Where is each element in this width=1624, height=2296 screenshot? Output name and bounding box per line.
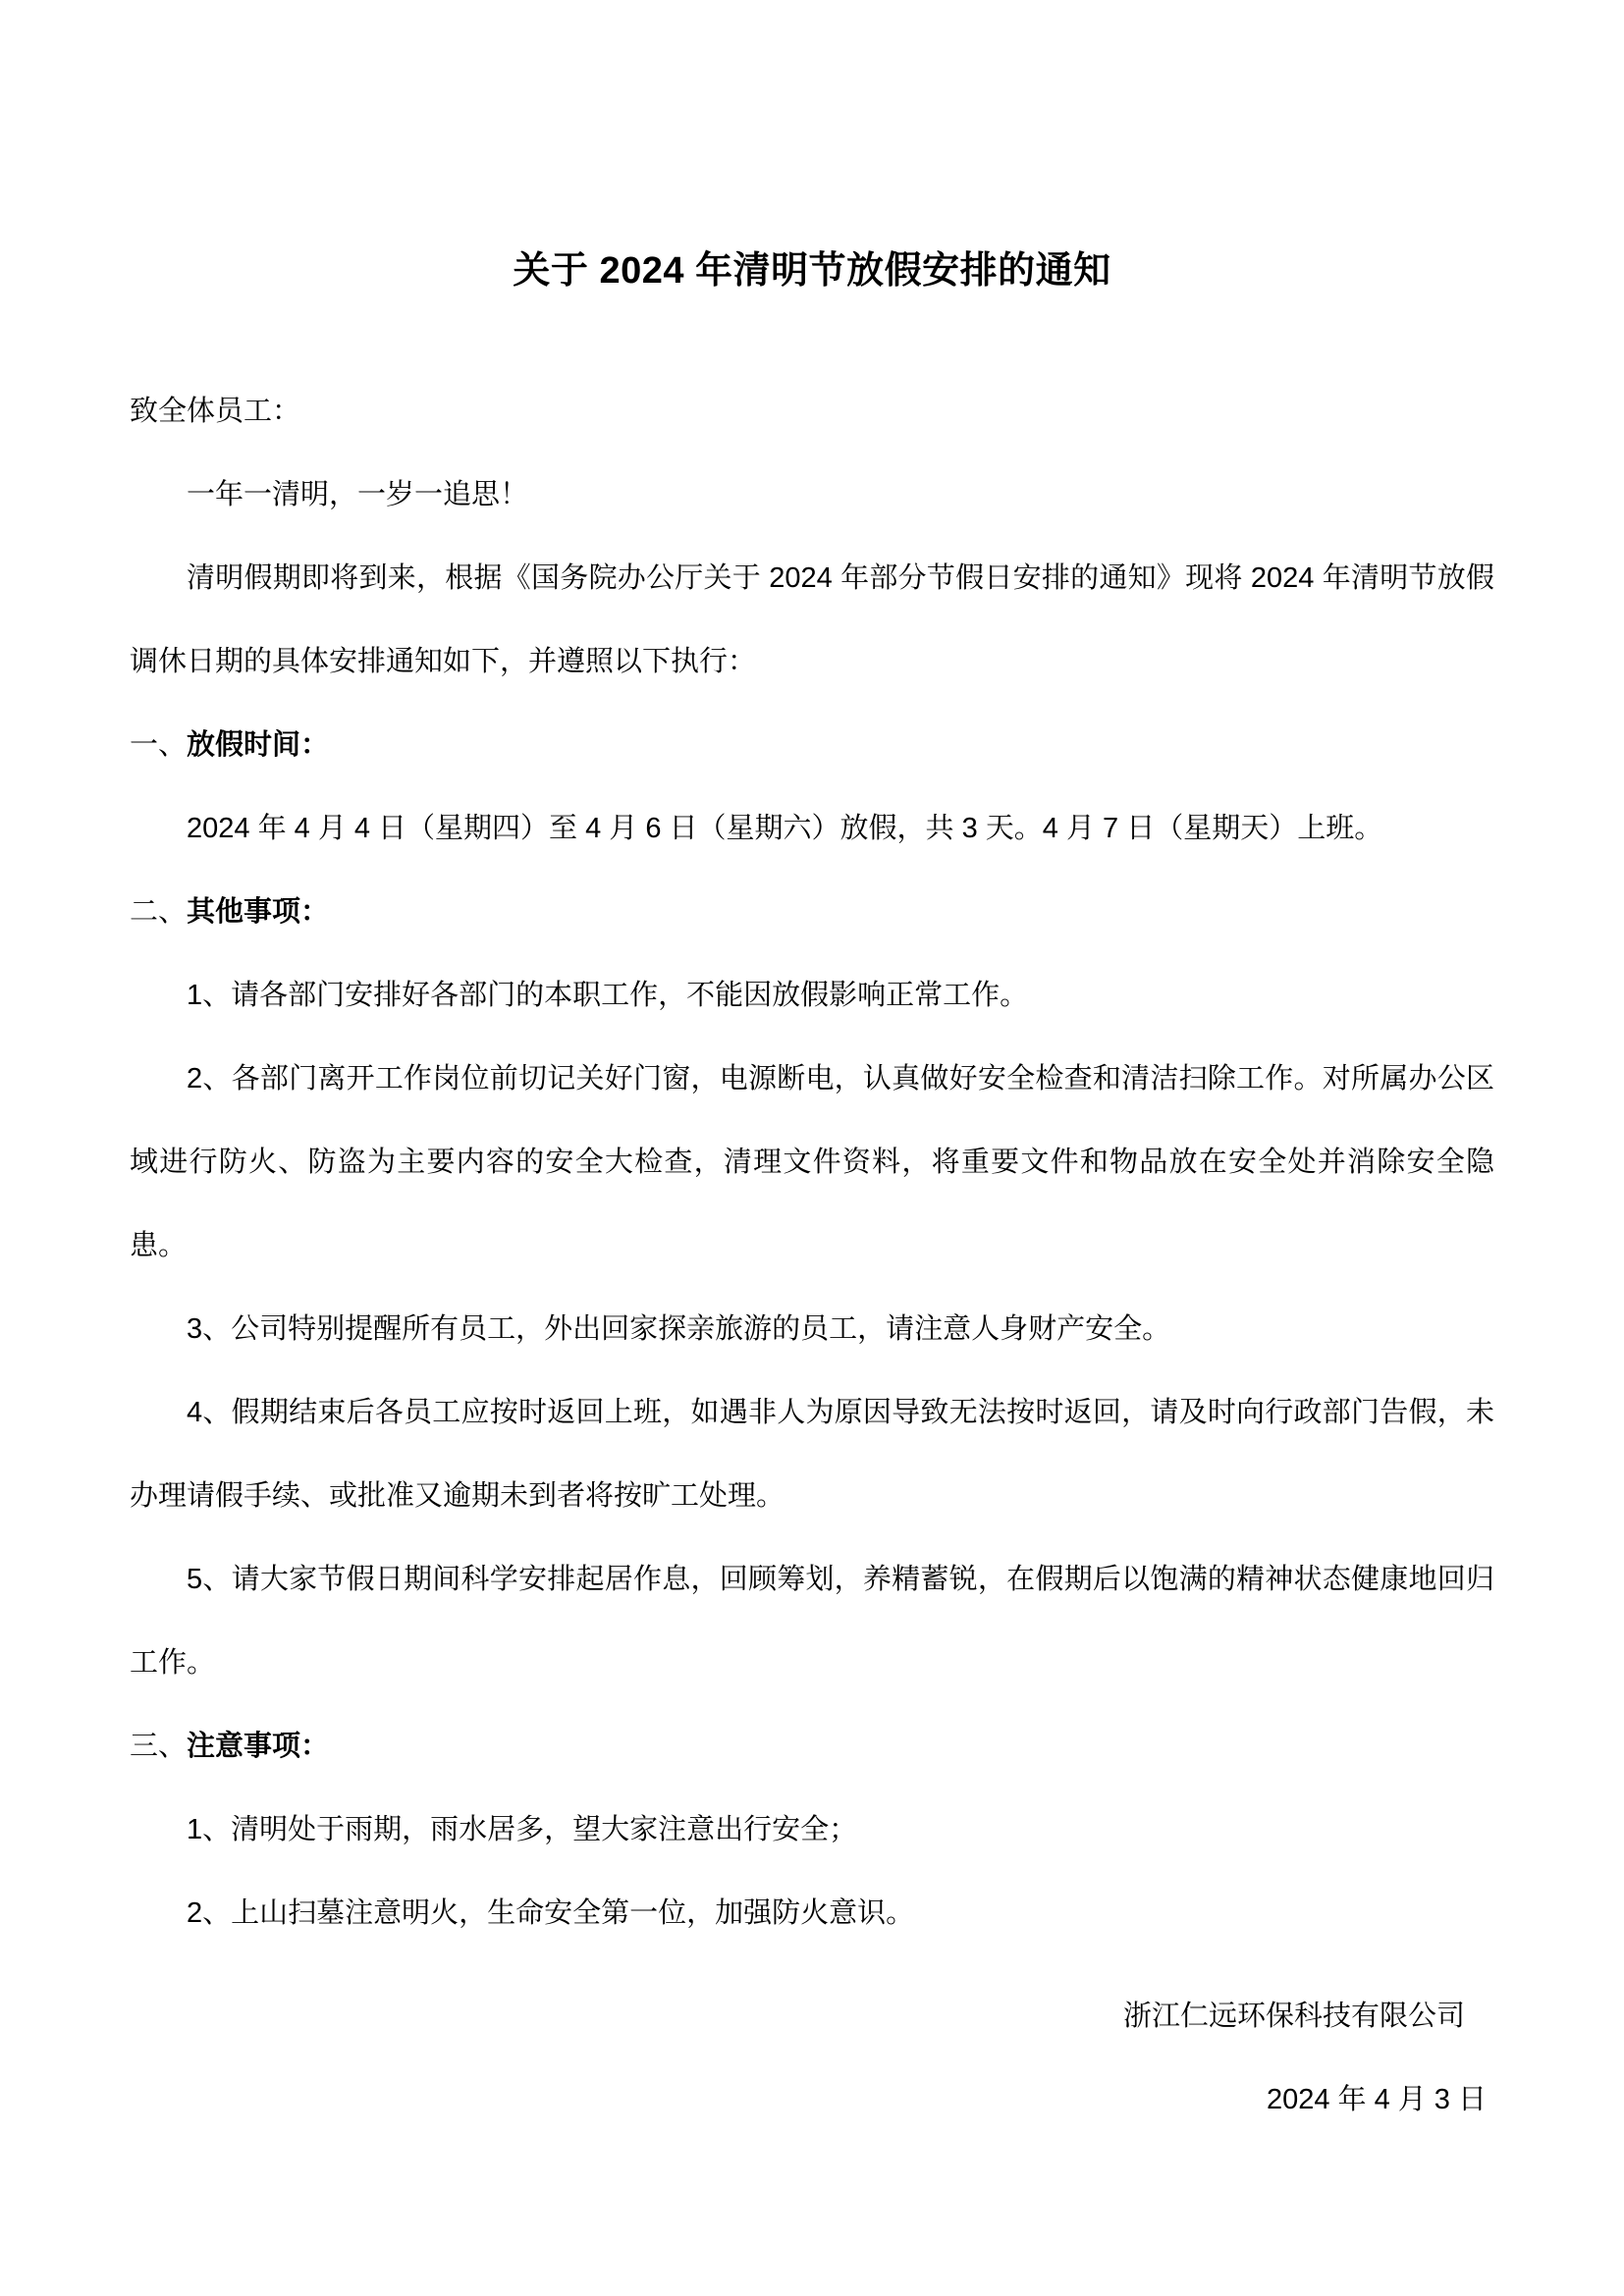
signature-company: 浙江仁远环保科技有限公司 [1122,2001,1465,2032]
section-1-number: 一、 [130,729,188,761]
intro-paragraph: 清明假期即将到来，根据《国务院办公厅关于 2024 年部分节假日安排的通知》现将 2024 年清明节放假调休日期的具体安排通知如下，并遵照以下执行： [130,562,1494,677]
section-3-number: 三、 [130,1731,188,1762]
signature-block [130,1975,1494,2142]
section-1-paragraph: 2024 年 4 月 4 日（星期四）至 4 月 6 日（星期六）放假，共 3 天。4 月 7 日（星期天）上班。 [187,813,1383,844]
greeting-line: 一年一清明，一岁一追思！ [187,479,529,510]
section-3-item-1: 1、清明处于雨期，雨水居多，望大家注意出行安全； [187,1814,858,1845]
section-2-number: 二、 [130,896,188,928]
document-title: 关于 2024 年清明节放假安排的通知 [513,250,1111,292]
signature-date: 2024 年 4 月 3 日 [1266,2084,1487,2115]
section-1-heading [130,704,1494,787]
section-2-heading-label: 其他事项： [187,896,330,928]
section-2-item-2: 2、各部门离开工作岗位前切记关好门窗，电源断电，认真做好安全检查和清洁扫除工作。对所属办公区域进行防火、防盗为主要内容的安全大检查，清理文件资料，将重要文件和物品放在安全处并消除安全隐患。 [130,1063,1494,1261]
section-2-item-1: 1、请各部门安排好各部门的本职工作，不能因放假影响正常工作。 [187,980,1029,1011]
section-3-heading-label: 注意事项： [187,1731,330,1762]
salutation: 致全体员工： [130,396,301,427]
section-2-item-4: 4、假期结束后各员工应按时返回上班，如遇非人为原因导致无法按时返回，请及时向行政部门告假，未办理请假手续、或批准又逾期未到者将按旷工处理。 [130,1397,1494,1512]
document-body [130,370,1494,1955]
section-1-heading-label: 放假时间： [187,729,330,761]
section-3-heading [130,1705,1494,1789]
section-3-item-2: 2、上山扫墓注意明火，生命安全第一位，加强防火意识。 [187,1897,915,1929]
section-2-heading [130,871,1494,954]
section-2-item-5: 5、请大家节假日期间科学安排起居作息，回顾筹划，养精蓄锐，在假期后以饱满的精神状态健康地回归工作。 [130,1564,1494,1679]
section-2-item-3: 3、公司特别提醒所有员工，外出回家探亲旅游的员工，请注意人身财产安全。 [187,1313,1171,1345]
